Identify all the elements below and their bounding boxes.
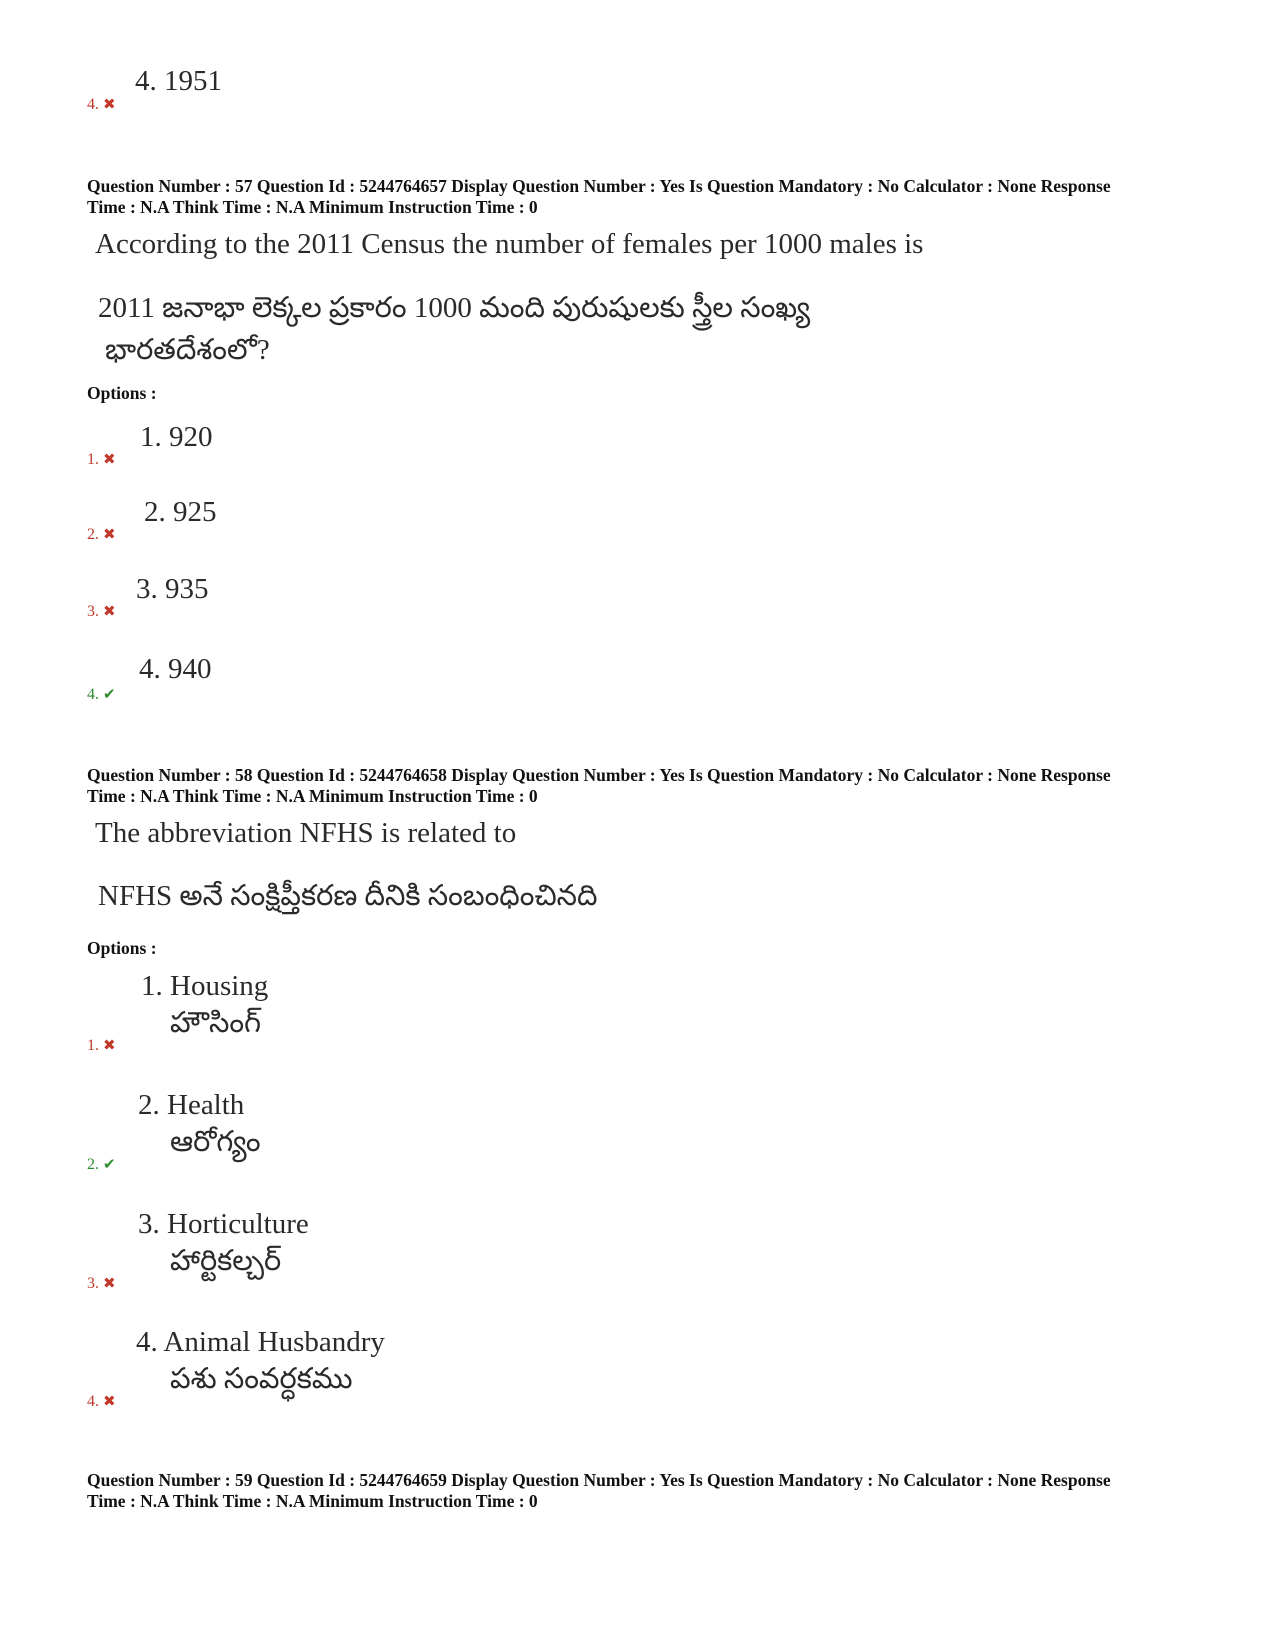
option-number: 1. xyxy=(87,1037,99,1054)
question-text-english: The abbreviation NFHS is related to xyxy=(95,817,517,849)
check-icon: ✔ xyxy=(103,685,116,703)
option-text-english: 1. Housing xyxy=(141,970,269,1002)
option-marker xyxy=(87,525,116,544)
options-label: Options : xyxy=(87,938,157,958)
option-marker xyxy=(87,1155,116,1174)
option-number: 2. xyxy=(87,526,99,543)
option-marker xyxy=(87,95,116,114)
option-marker xyxy=(87,1274,116,1293)
question-meta-line: Question Number : 57 Question Id : 5244764657 Display Question Number : Yes Is Question Mandatory : No Calculator : None Response xyxy=(87,176,1111,196)
question-meta xyxy=(87,765,1197,807)
question-meta-line: Question Number : 58 Question Id : 5244764658 Display Question Number : Yes Is Question Mandatory : No Calculator : None Response xyxy=(87,765,1111,785)
cross-icon: ✖ xyxy=(103,1274,116,1292)
check-icon: ✔ xyxy=(103,1155,116,1173)
option-number: 3. xyxy=(87,603,99,620)
option-number: 4. xyxy=(87,1393,99,1410)
option-marker xyxy=(87,1392,116,1411)
option-text: 4. 940 xyxy=(139,653,212,685)
question-meta-line: Time : N.A Think Time : N.A Minimum Instruction Time : 0 xyxy=(87,197,538,217)
question-text-telugu: భారతదేశంలో? xyxy=(105,334,270,366)
option-marker xyxy=(87,1036,116,1055)
cross-icon: ✖ xyxy=(103,95,116,113)
option-text: 1. 920 xyxy=(140,421,213,453)
question-text-telugu: NFHS అనే సంక్షిప్తీకరణ దీనికి సంబంధించినది xyxy=(98,880,598,912)
option-number: 4. xyxy=(87,96,99,113)
option-number: 1. xyxy=(87,451,99,468)
option-text-telugu: ఆరోగ్యం xyxy=(170,1126,261,1158)
cross-icon: ✖ xyxy=(103,1392,116,1410)
question-text-english: According to the 2011 Census the number of females per 1000 males is xyxy=(95,228,924,260)
option-number: 4. xyxy=(87,686,99,703)
option-text-english: 2. Health xyxy=(138,1089,245,1121)
question-meta xyxy=(87,1470,1197,1512)
option-text-telugu: పశు సంవర్ధకము xyxy=(170,1363,353,1395)
cross-icon: ✖ xyxy=(103,602,116,620)
option-text-english: 4. Animal Husbandry xyxy=(136,1326,385,1358)
question-meta xyxy=(87,176,1197,218)
options-label: Options : xyxy=(87,383,157,403)
question-meta-line: Time : N.A Think Time : N.A Minimum Instruction Time : 0 xyxy=(87,1491,538,1511)
option-text: 2. 925 xyxy=(144,496,217,528)
option-number: 3. xyxy=(87,1275,99,1292)
cross-icon: ✖ xyxy=(103,525,116,543)
question-meta-line: Time : N.A Think Time : N.A Minimum Instruction Time : 0 xyxy=(87,786,538,806)
option-text: 4. 1951 xyxy=(135,65,222,97)
option-text: 3. 935 xyxy=(136,573,209,605)
question-meta-line: Question Number : 59 Question Id : 5244764659 Display Question Number : Yes Is Question Mandatory : No Calculator : None Response xyxy=(87,1470,1111,1490)
option-marker xyxy=(87,602,116,621)
option-text-telugu: హార్టికల్చర్ xyxy=(170,1245,282,1277)
option-marker xyxy=(87,685,116,704)
option-text-telugu: హౌసింగ్ xyxy=(170,1007,261,1039)
cross-icon: ✖ xyxy=(103,1036,116,1054)
option-text-english: 3. Horticulture xyxy=(138,1208,309,1240)
cross-icon: ✖ xyxy=(103,450,116,468)
option-number: 2. xyxy=(87,1156,99,1173)
question-text-telugu: 2011 జనాభా లెక్కల ప్రకారం 1000 మంది పురుషులకు స్త్రీల సంఖ్య xyxy=(98,292,811,324)
option-marker xyxy=(87,450,116,469)
